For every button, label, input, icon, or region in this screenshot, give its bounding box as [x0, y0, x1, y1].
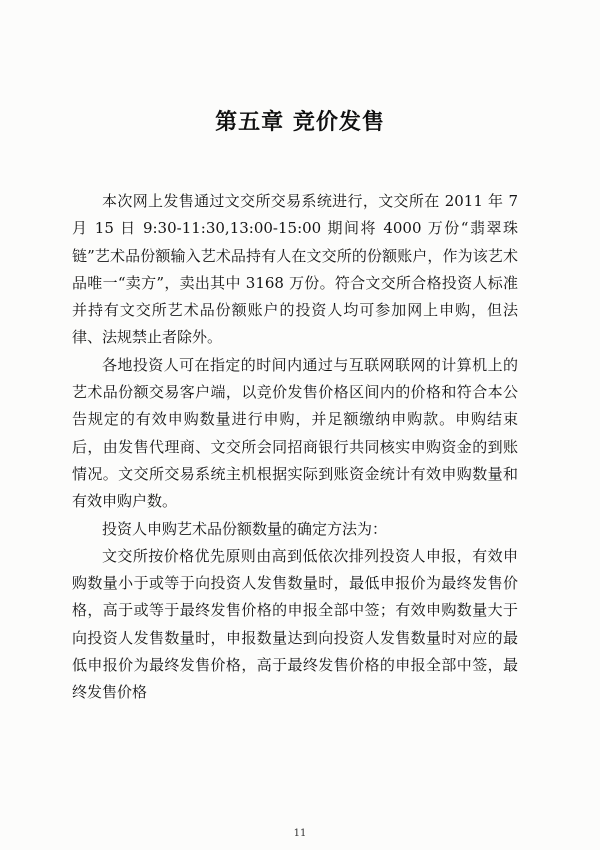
- page-number: 11: [293, 828, 307, 839]
- chapter-title: 第五章 竞价发售: [215, 109, 385, 135]
- paragraph-method-heading: 投资人申购艺术品份额数量的确定方法为：: [102, 519, 388, 538]
- paragraph-subscription-process: 各地投资人可在指定的时间内通过与互联网联网的计算机上的艺术品份额交易客户端，以竞价发售价格区间内的价格和符合本公告规定的有效申购数量进行申购，并足额缴纳申购款。申购结束后，由发售代理商、文交所会同招商银行共同核实申购资金的到账情况。文交所交易系统主机根据实际到账资金统计有效申购数量和有效申购户数。: [72, 355, 518, 511]
- paragraph-online-sale: 本次网上发售通过文交所交易系统进行，文交所在 2011 年 7 月 15 日 9:30-11:30,13:00-15:00 期间将 4000 万份“翡翠珠链”艺术品份额输入艺术品持有人在文交所的份额账户，作为该艺术品唯一“卖方”，卖出其中 3168 万份。符合文交所合格投资人标准并持有文交所艺术品份额账户的投资人均可参加网上申购，但法律、法规禁止者除外。: [72, 192, 518, 347]
- paragraph-price-priority: 文交所按价格优先原则由高到低依次排列投资人申报，有效申购数量小于或等于向投资人发售数量时，最低申报价为最终发售价格，高于或等于最终发售价格的申报全部中签；有效申购数量大于向投资人发售数量时，申报数量达到向投资人发售数量时对应的最低申报价为最终发售价格，高于最终发售价格的申报全部中签，最终发售价格: [72, 546, 518, 702]
- body-text: [72, 188, 518, 707]
